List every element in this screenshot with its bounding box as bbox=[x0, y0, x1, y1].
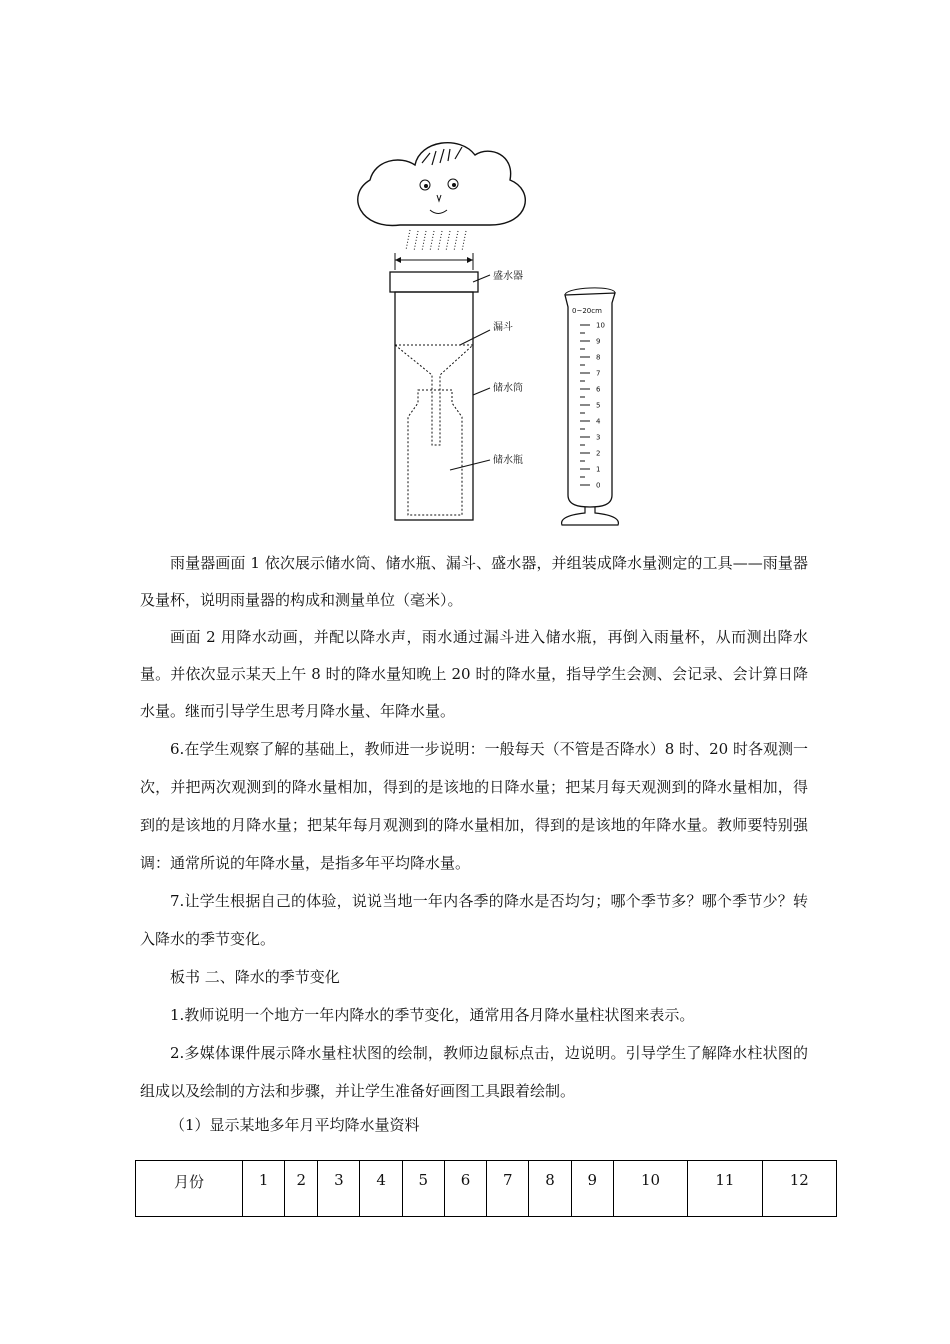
table-header-cell: 月份 bbox=[136, 1161, 243, 1217]
month-cell: 2 bbox=[285, 1161, 318, 1217]
precipitation-table bbox=[135, 1160, 837, 1217]
month-cell: 11 bbox=[688, 1161, 762, 1217]
label-bottle: 储水瓶 bbox=[493, 455, 523, 466]
paragraph-3: 6.在学生观察了解的基础上，教师进一步说明：一般每天（不管是否降水）8 时、20 时各观测一次，并把两次观测到的降水量相加，得到的是该地的日降水量；把某月每天观测到的降水量相加，得到的是该地的月降水量；把某年每月观测到的降水量相加，得到的是该地的年降水量。教师要特别强调：通常所说的年降水量，是指多年平均降水量。 bbox=[140, 740, 808, 872]
scale-tick-label: 8 bbox=[596, 353, 601, 362]
scale-range-label: 0~20cm bbox=[572, 307, 602, 315]
month-cell: 10 bbox=[613, 1161, 687, 1217]
month-cell: 7 bbox=[487, 1161, 529, 1217]
cylinder-body bbox=[395, 292, 473, 520]
body-text bbox=[140, 545, 808, 1140]
scale-tick-label: 10 bbox=[596, 321, 605, 330]
month-cell: 3 bbox=[318, 1161, 360, 1217]
funnel bbox=[395, 345, 473, 445]
paragraph-5: 板书 二、降水的季节变化 bbox=[170, 968, 340, 986]
paragraph-1: 雨量器画面 1 依次展示储水筒、储水瓶、漏斗、盛水器，并组装成降水量测定的工具——雨量器及量杯，说明雨量器的构成和测量单位（毫米）。 bbox=[140, 554, 808, 609]
scale-tick-label: 9 bbox=[596, 337, 601, 346]
scale-tick-label: 7 bbox=[596, 369, 601, 378]
label-cylinder: 储水筒 bbox=[493, 383, 523, 394]
scale-tick-label: 1 bbox=[596, 465, 601, 474]
paragraph-8: （1）显示某地多年月平均降水量资料 bbox=[170, 1116, 420, 1134]
month-cell: 4 bbox=[360, 1161, 402, 1217]
rain-gauge-illustration bbox=[340, 135, 660, 530]
bottle bbox=[408, 390, 462, 515]
cup-scale bbox=[580, 322, 605, 490]
scale-tick-label: 2 bbox=[596, 449, 601, 458]
month-cell: 9 bbox=[571, 1161, 613, 1217]
scale-tick-label: 6 bbox=[596, 385, 601, 394]
month-cell: 8 bbox=[529, 1161, 571, 1217]
table-row bbox=[136, 1161, 837, 1217]
paragraph-2: 画面 2 用降水动画，并配以降水声，雨水通过漏斗进入储水瓶，再倒入雨量杯，从而测出降水量。并依次显示某天上午 8 时的降水量知晚上 20 时的降水量，指导学生会测、会记录、会计算日降水量。继而引导学生思考月降水量、年降水量。 bbox=[140, 628, 808, 720]
paragraph-4: 7.让学生根据自己的体验，说说当地一年内各季的降水是否均匀；哪个季节多？哪个季节少？转入降水的季节变化。 bbox=[140, 892, 808, 948]
month-cell: 6 bbox=[444, 1161, 486, 1217]
scale-tick-label: 5 bbox=[596, 401, 601, 410]
month-cell: 1 bbox=[243, 1161, 285, 1217]
scale-tick-label: 3 bbox=[596, 433, 601, 442]
scale-tick-label: 0 bbox=[596, 481, 601, 490]
scale-tick-label: 4 bbox=[596, 417, 601, 426]
paragraph-6: 1.教师说明一个地方一年内降水的季节变化，通常用各月降水量柱状图来表示。 bbox=[170, 1006, 695, 1024]
label-funnel: 漏斗 bbox=[493, 322, 513, 333]
month-cell: 12 bbox=[762, 1161, 836, 1217]
label-container: 盛水器 bbox=[493, 271, 523, 282]
month-cell: 5 bbox=[402, 1161, 444, 1217]
container-top bbox=[390, 272, 478, 292]
rain-gauge-figure bbox=[340, 135, 660, 530]
paragraph-7: 2.多媒体课件展示降水量柱状图的绘制，教师边鼠标点击，边说明。引导学生了解降水柱状图的组成以及绘制的方法和步骤，并让学生准备好画图工具跟着绘制。 bbox=[140, 1044, 808, 1100]
rain-drops bbox=[406, 230, 466, 251]
